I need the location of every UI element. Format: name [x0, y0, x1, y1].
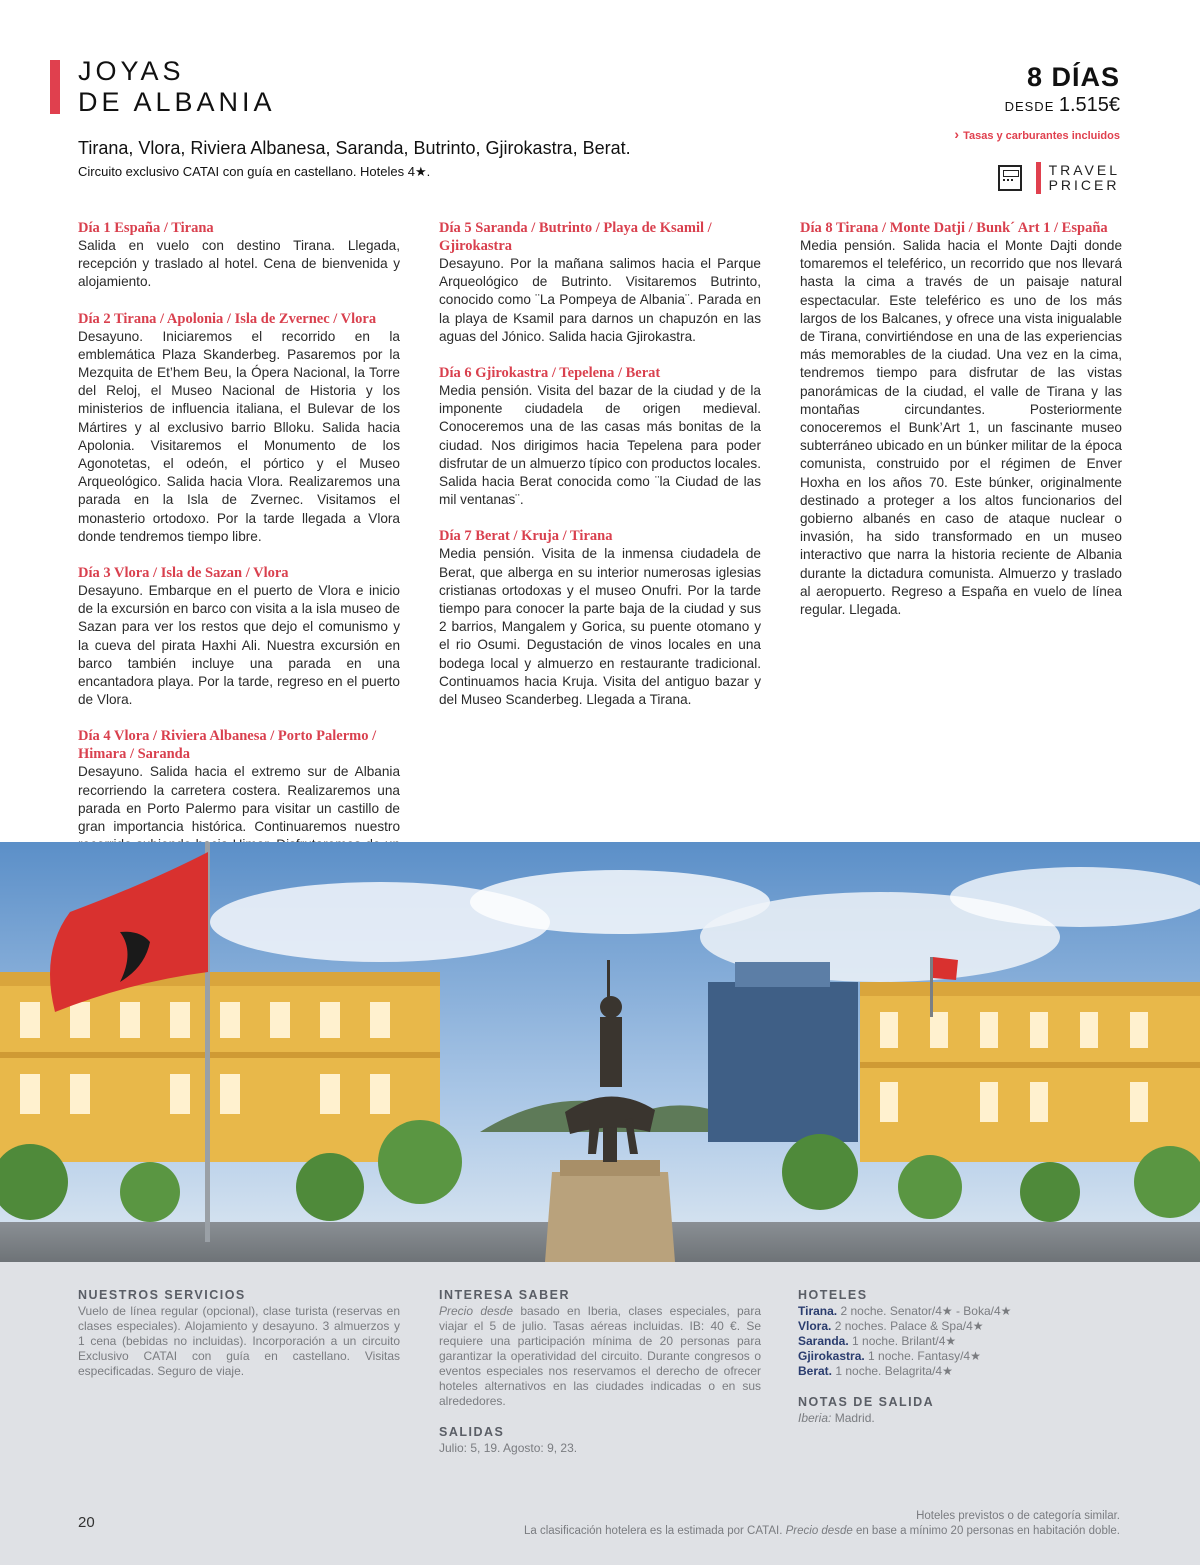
skanderbeg-square-photo: [0, 842, 1200, 1262]
travel-pricer-bar: [1036, 162, 1041, 194]
hotel-info: 1 noche. Fantasy/4★: [864, 1349, 981, 1363]
footer-notes: [524, 1509, 1120, 1539]
hotel-city: Vlora.: [798, 1319, 832, 1333]
departures-title: SALIDAS: [439, 1425, 505, 1439]
chevron-right-icon: ›: [954, 126, 960, 142]
hotel-info: 2 noches. Palace & Spa/4★: [831, 1319, 984, 1333]
interest-text: [439, 1304, 761, 1409]
hotel-row: [798, 1349, 1120, 1364]
day-3-text: Desayuno. Embarque en el puerto de Vlora e inicio de la excursión en barco con visita a la isla museo de Sazan para ver los restos que dejo el comunismo y la cueva del pirata Haxhi Ali. Nuestra excursión en barco también incluye una parada en una encantadora playa. Por la tarde, regreso en el puerto de Vlora.: [78, 583, 400, 708]
travel-pricer-line-2: PRICER: [1048, 177, 1120, 193]
hotel-row: [798, 1334, 1120, 1349]
day-7-title: Día 7 Berat / Kruja / Tirana: [439, 528, 613, 545]
title-line-1: JOYAS: [78, 56, 185, 86]
hotel-city: Berat.: [798, 1364, 833, 1378]
footer-note-2a: La clasificación hotelera es la estimada por CATAI.: [523, 1525, 786, 1537]
hotel-city: Gjirokastra.: [798, 1349, 865, 1363]
day-1-text: Salida en vuelo con destino Tirana. Llegada, recepción y traslado al hotel. Cena de bienvenida y alojamiento.: [78, 238, 400, 290]
day-8-title: Día 8 Tirana / Monte Datji / Bunk´ Art 1 / España: [800, 220, 1108, 236]
price: [1005, 94, 1120, 117]
hotel-row: [798, 1319, 1120, 1334]
title-line-2: DE ALBANIA: [78, 87, 276, 117]
hotel-info: 1 noche. Belagrita/4★: [832, 1364, 953, 1378]
day-4-title: Día 4 Vlora / Riviera Albanesa / Porto Palermo / Himara / Saranda: [78, 728, 377, 763]
services-section: [78, 1288, 400, 1391]
hotels-section: [798, 1288, 1120, 1438]
services-title: NUESTROS SERVICIOS: [78, 1288, 246, 1302]
day-3-title: Día 3 Vlora / Isla de Sazan / Vlora: [78, 565, 289, 582]
hotel-info: 2 noche. Senator/4★ - Boka/4★: [837, 1304, 1012, 1318]
interest-body: basado en Iberia, clases especiales, para viajar el 5 de julio. Tasas aéreas incluidas. IB: 40 €. Se requiere una participación mínima de 20 personas para garantizar la operatividad del circuito. Durante congresos o eventos especiales nos reservamos el derecho de ofrecer hoteles alternativos en las ciudades indicadas o en sus alrededores.: [439, 1304, 762, 1408]
taxes-note: [954, 126, 1120, 142]
interest-section: [439, 1288, 761, 1468]
footer-note-2-italic: Precio desde: [785, 1525, 853, 1537]
page-title: [78, 56, 276, 118]
subtitle: Circuito exclusivo CATAI con guía en castellano. Hoteles 4★.: [78, 164, 431, 179]
notes-italic: Iberia:: [798, 1411, 832, 1425]
day-5-title: Día 5 Saranda / Butrinto / Playa de Ksamil / Gjirokastra: [439, 220, 712, 254]
hotel-city: Tirana.: [798, 1304, 838, 1318]
price-label: DESDE: [1004, 99, 1055, 114]
day-7-text: Media pensión. Visita de la inmensa ciudadela de Berat, que alberga en su interior numerosas iglesias cristianas ortodoxas y el museo Onufri. Por la tarde tiempo para conocer la parte baja de la ciudad y sus 2 barrios, Mangalem y Gorica, su puente otomano y el rio Osumi. Degustación de vinos locales en una bodega local y almuerzo en restaurante tradicional. Continuamos hacia Kruja. Visita del antiguo bazar y del Museo Scanderbeg. Llegada a Tirana.: [439, 546, 761, 708]
day-1-title: Día 1 España / Tirana: [78, 220, 214, 236]
interest-italic: Precio desde: [439, 1304, 514, 1318]
footer-note-2b: en base a mínimo 20 personas en habitación doble.: [852, 1525, 1120, 1537]
day-8-text: Media pensión. Salida hacia el Monte Dajti donde tomaremos el teleférico, un recorrido que nos llevará hasta la cima a través de un paisaje natural espectacular. Este teleférico es uno de los más largos de los Balcanes, y ofrece una vista inigualable de Tirana, convirtiéndose en una de las experiencias más memorables de la ciudad. Una vez en la cima, tendremos tiempo para disfrutar de las vistas panorámicas de la ciudad, el valle de Tirana y las montañas circundantes. Posteriormente conoceremos el Bunk’Art 1, un fascinante museo subterráneo ubicado en un búnker militar de la época comunista, construido por el régimen de Enver Hoxha en los años 70. Este búnker, originalmente destinado a proteger a los altos funcionarios del gobierno albanés en caso de ataque nuclear o invasión, ha sido transformado en un museo interactivo que narra la historia reciente de Albania durante la dictadura comunista. Almuerzo y traslado al aeropuerto. Regreso a España en vuelo de línea regular. Llegada.: [800, 238, 1122, 618]
notes-body: Madrid.: [831, 1411, 875, 1425]
hotel-row: [798, 1304, 1120, 1319]
notes-text: [798, 1411, 1120, 1426]
interest-title: INTERESA SABER: [439, 1288, 570, 1302]
services-text: Vuelo de línea regular (opcional), clase turista (reservas en clases especiales). Alojamiento y desayuno. 3 almuerzos y 1 cena (bebidas no incluidas). Incorporación a un circuito Exclusivo CATAI con guía en castellano. Visitas especificadas. Seguro de viaje.: [78, 1304, 400, 1378]
title-accent-bar: [50, 60, 60, 114]
price-value: 1.515€: [1058, 94, 1120, 116]
day-5-text: Desayuno. Por la mañana salimos hacia el Parque Arqueológico de Butrinto. Visitaremos Butrinto, conocido como ¨La Pompeya de Albania¨. Parada en la playa de Ksamil para darnos un chapuzón en las aguas del Jónico. Salida hacia Gjirokastra.: [439, 256, 761, 344]
page-number: 20: [78, 1514, 95, 1531]
travel-pricer-text: [1049, 163, 1120, 193]
itinerary-column-3: [800, 219, 1122, 637]
itinerary-column-2: [439, 219, 761, 727]
departures-text: Julio: 5, 19. Agosto: 9, 23.: [439, 1441, 578, 1455]
destinations: Tirana, Vlora, Riviera Albanesa, Saranda, Butrinto, Gjirokastra, Berat.: [78, 138, 631, 158]
hotels-title: HOTELES: [798, 1288, 868, 1302]
hotel-row: [798, 1364, 1120, 1379]
hotel-city: Saranda.: [798, 1334, 849, 1348]
info-footer: [0, 1262, 1200, 1565]
trip-days: 8 DÍAS: [1026, 62, 1120, 92]
day-6-text: Media pensión. Visita del bazar de la ciudad y de la imponente ciudadela de origen medieval. Conoceremos una de las casas más bonitas de la ciudad. Nos dirigimos hacia Tepelena para poder disfrutar de un almuerzo típico con productos locales. Salida hacia Berat conocida como ¨la Ciudad de las mil ventanas¨.: [439, 383, 761, 508]
day-6-title: Día 6 Gjirokastra / Tepelena / Berat: [439, 365, 661, 382]
footer-note-2: [524, 1524, 1120, 1539]
day-2-title: Día 2 Tirana / Apolonia / Isla de Zvernec / Vlora: [78, 310, 377, 327]
travel-pricer-logo: [998, 162, 1120, 194]
day-2-text: Desayuno. Iniciaremos el recorrido en la emblemática Plaza Skanderbeg. Pasaremos por la Mezquita de Et’hem Beu, la Ópera Nacional, la Torre del Reloj, el Museo Nacional de Historia y los ministerios de influencia italiana, el Bulevar de los Mártires y al exclusivo barrio Blloku. Salida hacia Apolonia. Visitaremos el Monumento de los Agonotetas, el odeón, el pórtico y el Museo Arqueológico. Salida hacia Vlora. Realizaremos una parada en la Isla de Zvernec. Visitamos el monasterio ortodoxo. Por la tarde llegada a Vlora donde tendremos tiempo libre.: [78, 328, 400, 544]
calculator-icon: [998, 165, 1022, 191]
footer-note-1: Hoteles previstos o de categoría similar.: [916, 1510, 1120, 1522]
itinerary-column-1: [78, 219, 400, 909]
day-4-text: Desayuno. Salida hacia el extremo sur de Albania recorriendo la carretera costera. Realizaremos una parada en Porto Palermo para visitar un castillo de gran importancia histórica. Continuaremos nuestro: [78, 764, 400, 835]
notes-title: NOTAS DE SALIDA: [798, 1395, 935, 1409]
taxes-note-text: Tasas y carburantes incluidos: [963, 130, 1120, 142]
travel-pricer-line-1: TRAVEL: [1048, 162, 1120, 178]
hotel-info: 1 noche. Brilant/4★: [848, 1334, 957, 1348]
